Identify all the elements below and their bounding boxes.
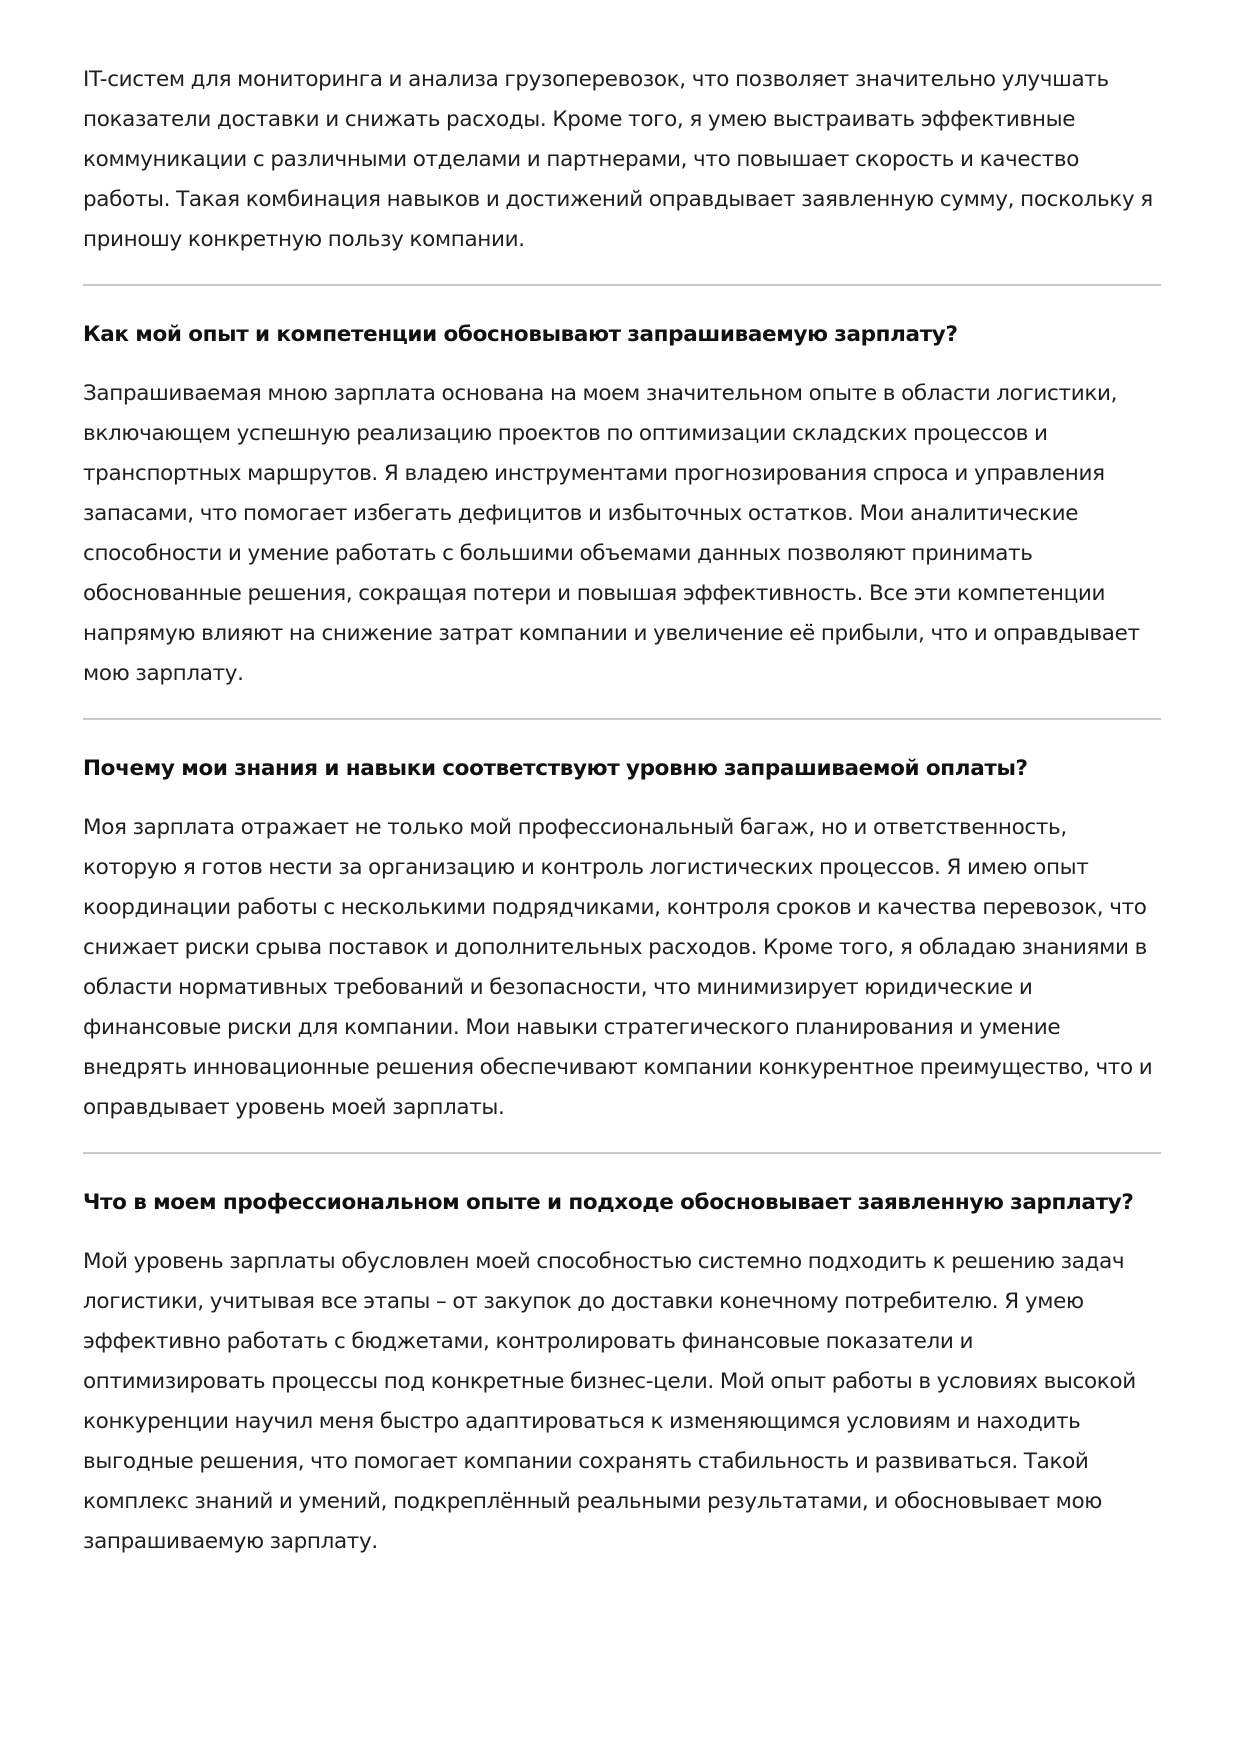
document-page (83, 0, 1161, 1562)
section-divider (83, 284, 1161, 286)
section-divider (83, 1152, 1161, 1154)
section-heading: Что в моем профессиональном опыте и подходе обосновывает заявленную зарплату? (83, 1190, 1134, 1215)
section-paragraph: Мой уровень зарплаты обусловлен моей способностью системно подходить к решению задач логистики, учитывая все этапы – от закупок до доставки конечному потребителю. Я умею эффективно работать с бюджетами, контролировать финансовые показатели и оптимизировать процессы под конкретные бизнес-цели. Мой опыт работы в условиях высокой конкуренции научил меня быстро адаптироваться к изменяющимся условиям и находить выгодные решения, что помогает компании сохранять стабильность и развиваться. Такой комплекс знаний и умений, подкреплённый реальными результатами, и обосновывает мою запрашиваемую зарплату. (83, 1249, 1136, 1554)
section-heading: Почему мои знания и навыки соответствуют уровню запрашиваемой оплаты? (83, 756, 1028, 781)
section-paragraph: Моя зарплата отражает не только мой профессиональный багаж, но и ответственность, которую я готов нести за организацию и контроль логистических процессов. Я имею опыт координации работы с несколькими подрядчиками, контроля сроков и качества перевозок, что снижает риски срыва поставок и дополнительных расходов. Кроме того, я обладаю знаниями в области нормативных требований и безопасности, что минимизирует юридические и финансовые риски для компании. Мои навыки стратегического планирования и умение внедрять инновационные решения обеспечивают компании конкурентное преимущество, что и оправдывает уровень моей зарплаты. (83, 815, 1153, 1120)
section-heading: Как мой опыт и компетенции обосновывают запрашиваемую зарплату? (83, 322, 958, 347)
section-paragraph: Запрашиваемая мною зарплата основана на моем значительном опыте в области логистики, включающем успешную реализацию проектов по оптимизации складских процессов и транспортных маршрутов. Я владею инструментами прогнозирования спроса и управления запасами, что помогает избегать дефицитов и избыточных остатков. Мои аналитические способности и умение работать с большими объемами данных позволяют принимать обоснованные решения, сокращая потери и повышая эффективность. Все эти компетенции напрямую влияют на снижение затрат компании и увеличение её прибыли, что и оправдывает мою зарплату. (83, 381, 1140, 686)
intro-paragraph: IT-систем для мониторинга и анализа грузоперевозок, что позволяет значительно улучшать показатели доставки и снижать расходы. Кроме того, я умею выстраивать эффективные коммуникации с различными отделами и партнерами, что повышает скорость и качество работы. Такая комбинация навыков и достижений оправдывает заявленную сумму, поскольку я приношу конкретную пользу компании. (83, 67, 1153, 252)
section-divider (83, 718, 1161, 720)
